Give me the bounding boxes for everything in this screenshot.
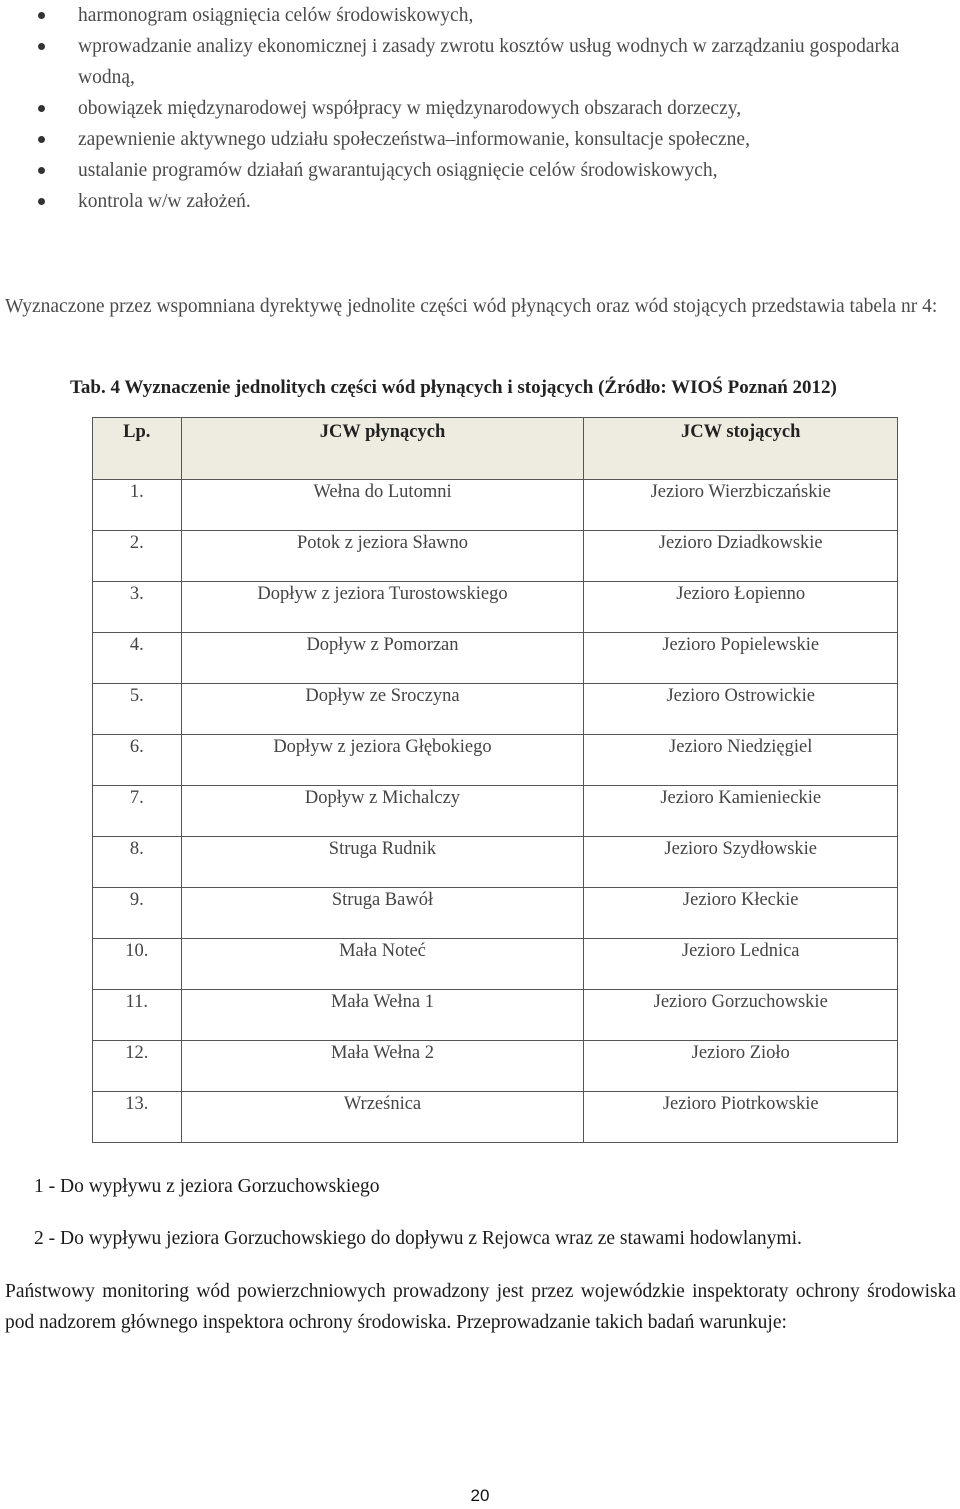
cell-standing: Jezioro Popielewskie	[584, 633, 898, 684]
cell-lp: 8.	[93, 837, 182, 888]
cell-lp: 13.	[93, 1092, 182, 1143]
bullet-icon	[38, 198, 45, 205]
list-item	[36, 93, 956, 124]
page-number: 20	[470, 1486, 490, 1505]
table-row	[93, 786, 898, 837]
list-item	[36, 0, 956, 31]
cell-flowing: Dopływ z Michalczy	[181, 786, 584, 837]
bullet-icon	[38, 167, 45, 174]
table-row	[93, 1092, 898, 1143]
table-row	[93, 531, 898, 582]
bullet-list	[36, 0, 956, 217]
water-bodies-table	[92, 417, 898, 1143]
cell-flowing: Dopływ z jeziora Turostowskiego	[181, 582, 584, 633]
cell-flowing: Struga Bawół	[181, 888, 584, 939]
cell-standing: Jezioro Kłeckie	[584, 888, 898, 939]
table-row	[93, 684, 898, 735]
cell-standing: Jezioro Piotrkowskie	[584, 1092, 898, 1143]
header-standing: JCW stojących	[584, 418, 898, 480]
cell-flowing: Wrześnica	[181, 1092, 584, 1143]
table-row	[93, 837, 898, 888]
cell-flowing: Struga Rudnik	[181, 837, 584, 888]
cell-standing: Jezioro Ostrowickie	[584, 684, 898, 735]
table-row	[93, 480, 898, 531]
cell-standing: Jezioro Wierzbiczańskie	[584, 480, 898, 531]
list-item-text: wprowadzanie analizy ekonomicznej i zasady zwrotu kosztów usług wodnych w zarządzaniu gospodarka wodną,	[78, 36, 900, 88]
table-row	[93, 939, 898, 990]
bullet-icon	[38, 136, 45, 143]
cell-flowing: Dopływ z Pomorzan	[181, 633, 584, 684]
table-row	[93, 1041, 898, 1092]
list-item-text: obowiązek międzynarodowej współpracy w międzynarodowych obszarach dorzeczy,	[78, 98, 742, 119]
cell-flowing: Dopływ ze Sroczyna	[181, 684, 584, 735]
cell-lp: 9.	[93, 888, 182, 939]
cell-flowing: Mała Wełna 2	[181, 1041, 584, 1092]
cell-flowing: Mała Wełna 1	[181, 990, 584, 1041]
cell-lp: 5.	[93, 684, 182, 735]
list-item-text: zapewnienie aktywnego udziału społeczeństwa–informowanie, konsultacje społeczne,	[78, 129, 750, 150]
table-row	[93, 633, 898, 684]
cell-lp: 3.	[93, 582, 182, 633]
cell-lp: 4.	[93, 633, 182, 684]
cell-lp: 11.	[93, 990, 182, 1041]
cell-standing: Jezioro Kamienieckie	[584, 786, 898, 837]
list-item-text: ustalanie programów działań gwarantujących osiągnięcie celów środowiskowych,	[78, 160, 718, 181]
list-item	[36, 31, 956, 93]
cell-standing: Jezioro Lednica	[584, 939, 898, 990]
list-item-text: kontrola w/w założeń.	[78, 191, 251, 212]
intro-paragraph: Wyznaczone przez wspomniana dyrektywę jednolite części wód płynących oraz wód stojących przedstawia tabela nr 4:	[5, 296, 938, 317]
cell-standing: Jezioro Dziadkowskie	[584, 531, 898, 582]
list-item-text: harmonogram osiągnięcia celów środowiskowych,	[78, 5, 474, 26]
list-item	[36, 124, 956, 155]
table-row	[93, 582, 898, 633]
header-flowing: JCW płynących	[181, 418, 584, 480]
table-row	[93, 990, 898, 1041]
cell-flowing: Potok z jeziora Sławno	[181, 531, 584, 582]
table-caption: Tab. 4 Wyznaczenie jednolitych części wód płynących i stojących (Źródło: WIOŚ Poznań 2012)	[70, 377, 837, 398]
cell-lp: 1.	[93, 480, 182, 531]
table-row	[93, 888, 898, 939]
table-row	[93, 735, 898, 786]
cell-standing: Jezioro Szydłowskie	[584, 837, 898, 888]
cell-lp: 7.	[93, 786, 182, 837]
cell-standing: Jezioro Gorzuchowskie	[584, 990, 898, 1041]
cell-flowing: Wełna do Lutomni	[181, 480, 584, 531]
footnote-2: 2 - Do wypływu jeziora Gorzuchowskiego do dopływu z Rejowca wraz ze stawami hodowlanymi.	[34, 1228, 802, 1249]
cell-standing: Jezioro Zioło	[584, 1041, 898, 1092]
cell-lp: 2.	[93, 531, 182, 582]
header-lp: Lp.	[93, 418, 182, 480]
bullet-icon	[38, 105, 45, 112]
cell-lp: 6.	[93, 735, 182, 786]
cell-flowing: Dopływ z jeziora Głębokiego	[181, 735, 584, 786]
cell-standing: Jezioro Niedzięgiel	[584, 735, 898, 786]
cell-lp: 10.	[93, 939, 182, 990]
list-item	[36, 155, 956, 186]
closing-paragraph: Państwowy monitoring wód powierzchniowych prowadzony jest przez wojewódzkie inspektoraty ochrony środowiska pod nadzorem głównego inspektora ochrony środowiska. Przeprowadzanie takich badań warunkuje:	[5, 1281, 956, 1333]
table-header-row	[93, 418, 898, 480]
bullet-icon	[38, 43, 45, 50]
list-item	[36, 186, 956, 217]
cell-flowing: Mała Noteć	[181, 939, 584, 990]
cell-standing: Jezioro Łopienno	[584, 582, 898, 633]
bullet-icon	[38, 12, 45, 19]
cell-lp: 12.	[93, 1041, 182, 1092]
footnote-1: 1 - Do wypływu z jeziora Gorzuchowskiego	[34, 1176, 380, 1197]
